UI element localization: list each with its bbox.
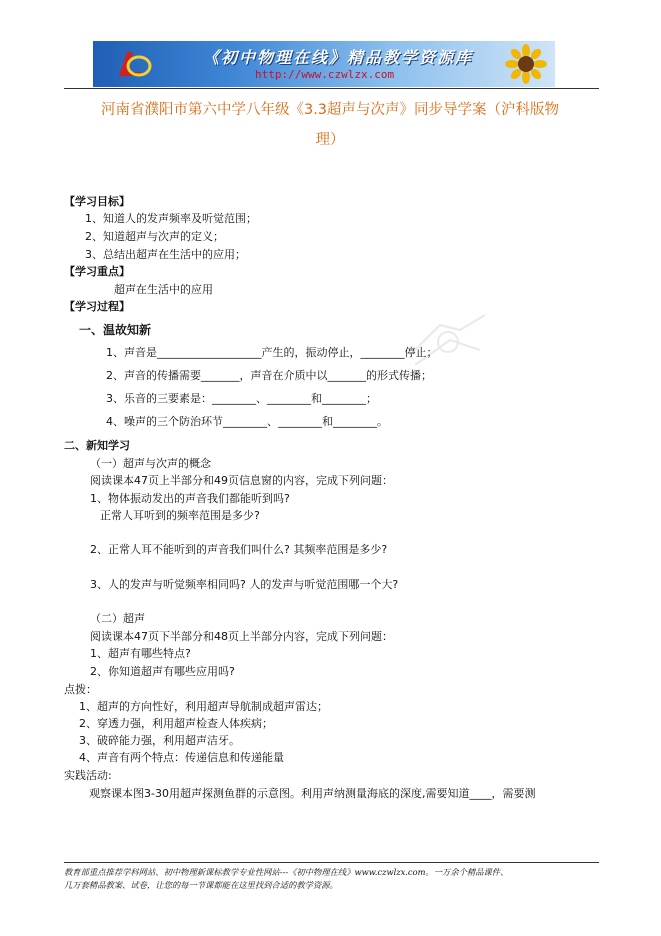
reading-instruction: 阅读课本47页下半部分和48页上半部分内容，完成下列问题：: [90, 630, 393, 643]
review-item: 4、噪声的三个防治环节________、________和________。: [106, 415, 388, 428]
question: 2、你知道超声有哪些应用吗?: [90, 665, 235, 678]
watermark-icon: [400, 310, 495, 375]
question: 1、超声有哪些特点?: [90, 647, 191, 660]
section-concept-heading: （一）超声与次声的概念: [90, 457, 211, 470]
practice-text: 观察课本图3-30用超声探测鱼群的示意图。利用声纳测量海底的深度,需要知道____，需要测: [89, 787, 536, 800]
footer-line-1: 教育部重点推荐学科网站、初中物理新课标教学专业性网站---《初中物理在线》www.czwlzx.com。一万余个精品课件、: [64, 867, 509, 877]
question: 2、正常人耳不能听到的声音我们叫什么? 其频率范围是多少?: [90, 543, 388, 556]
question: 正常人耳听到的频率范围是多少?: [100, 509, 260, 522]
document-title: [60, 95, 600, 155]
goal-item: 2、知道超声与次声的定义；: [85, 230, 224, 243]
sunflower-icon: [501, 43, 551, 85]
goal-item: 1、知道人的发声频率及听觉范围；: [85, 212, 257, 225]
review-item: 2、声音的传播需要_______，声音在介质中以_______的形式传播；: [106, 369, 432, 382]
practice-heading: 实践活动:: [64, 769, 112, 782]
tip-item: 1、超声的方向性好，利用超声导航制成超声雷达；: [79, 700, 328, 713]
footer-rule: [64, 862, 599, 863]
review-item: 3、乐音的三要素是：________、________和________；: [106, 392, 377, 405]
key-point: 超声在生活中的应用: [114, 283, 213, 296]
tip-item: 3、破碎能力强，利用超声洁牙。: [79, 734, 240, 747]
review-item: 1、声音是___________________产生的，振动停止，________停止；: [106, 346, 438, 359]
key-heading: 【学习重点】: [64, 265, 130, 278]
goals-heading: 【学习目标】: [64, 195, 130, 208]
process-heading: 【学习过程】: [64, 300, 130, 313]
title-line-1: 河南省濮阳市第六中学八年级《3.3超声与次声》同步导学案（沪科版物: [100, 102, 560, 118]
header-banner: [93, 41, 555, 87]
section-ultrasound-heading: （二）超声: [90, 612, 145, 625]
reading-instruction: 阅读课本47页上半部分和49页信息窗的内容，完成下列问题：: [90, 474, 393, 487]
footer-line-2: 几万套精品教案、试卷，让您的每一节课都能在这里找到合适的教学资源。: [64, 880, 338, 890]
tip-item: 4、声音有两个特点：传递信息和传递能量: [79, 751, 284, 764]
tips-heading: 点拨：: [64, 683, 97, 696]
tip-item: 2、穿透力强，利用超声检查人体疾病；: [79, 717, 273, 730]
goal-item: 3、总结出超声在生活中的应用；: [85, 248, 246, 261]
banner-url: http://www.czwlzx.com: [255, 68, 395, 81]
title-line-2: 理）: [315, 132, 345, 148]
site-logo-icon: [115, 46, 153, 82]
newlearn-heading: 二、新知学习: [64, 439, 130, 452]
banner-title: 《初中物理在线》精品教学资源库: [203, 48, 474, 67]
question: 1、物体振动发出的声音我们都能听到吗?: [90, 492, 290, 505]
question: 3、人的发声与听觉频率相同吗? 人的发声与听觉范围哪一个大?: [90, 578, 399, 591]
header-rule: [64, 88, 599, 89]
review-heading: 一、温故知新: [79, 323, 152, 337]
